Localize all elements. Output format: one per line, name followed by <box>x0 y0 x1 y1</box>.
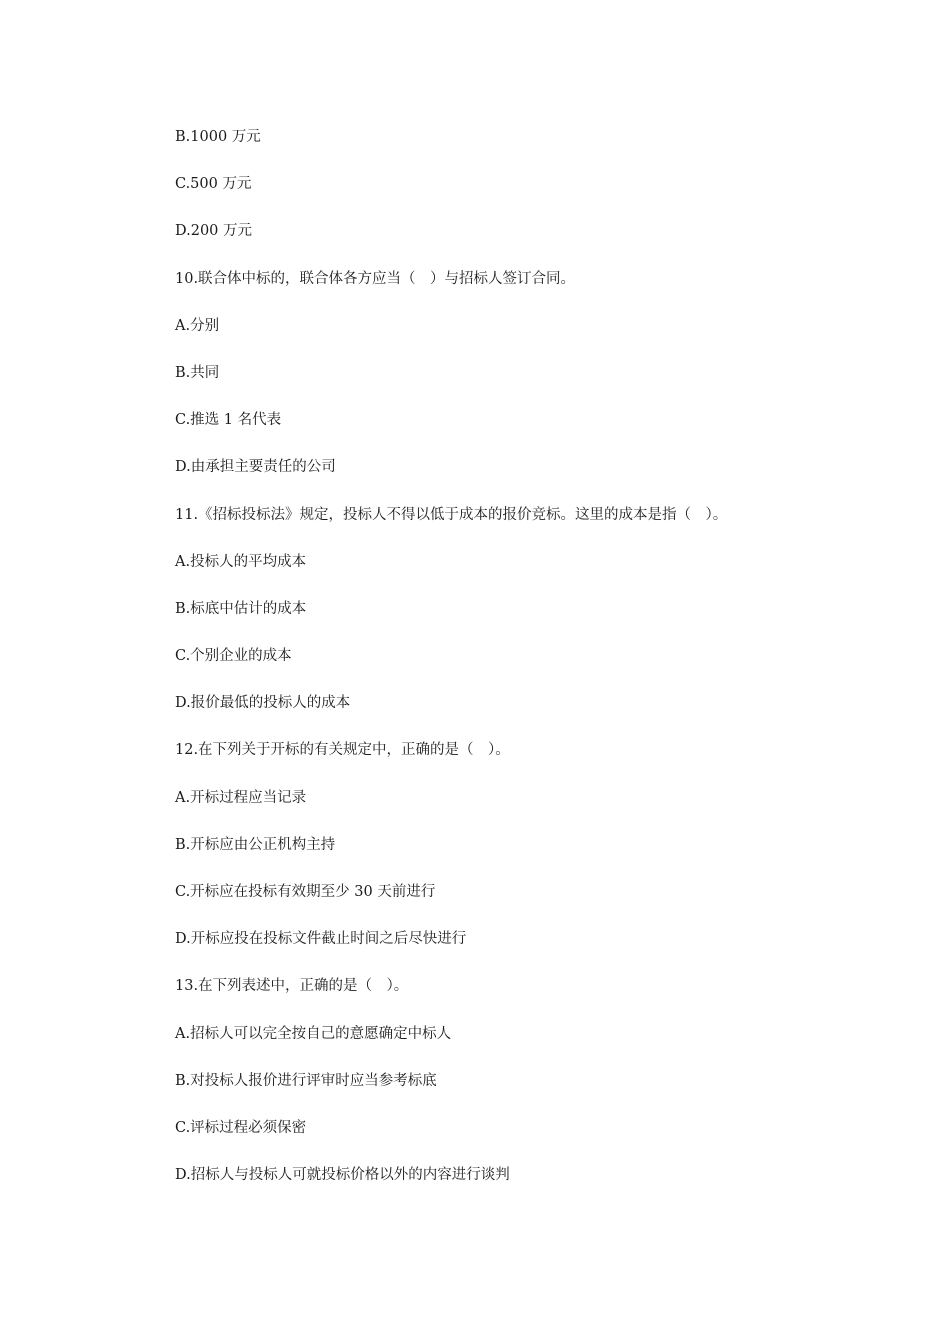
option-q13-c: C.评标过程必须保密 <box>175 1119 307 1136</box>
option-q12-d: D.开标应投在投标文件截止时间之后尽快进行 <box>175 931 467 948</box>
option-q13-a: A.招标人可以完全按自己的意愿确定中标人 <box>175 1025 452 1042</box>
question-12: 12.在下列关于开标的有关规定中，正确的是（ ）。 <box>175 742 510 759</box>
option-q9-d: D.200 万元 <box>175 223 253 240</box>
option-q11-c: C.个别企业的成本 <box>175 648 292 665</box>
option-q11-b: B.标底中估计的成本 <box>175 600 307 617</box>
question-10: 10.联合体中标的，联合体各方应当（ ）与招标人签订合同。 <box>175 270 576 287</box>
option-q9-b: B.1000 万元 <box>175 129 261 145</box>
document-body <box>175 126 895 1211</box>
question-11: 11.《招标投标法》规定，投标人不得以低于成本的报价竞标。这里的成本是指（ ）。 <box>175 506 728 523</box>
option-q10-a: A.分别 <box>175 317 220 334</box>
option-q11-d: D.报价最低的投标人的成本 <box>175 695 351 712</box>
option-q12-b: B.开标应由公正机构主持 <box>175 836 336 853</box>
option-q11-a: A.投标人的平均成本 <box>175 553 307 570</box>
option-q12-c: C.开标应在投标有效期至少 30 天前进行 <box>175 884 436 900</box>
option-q10-d: D.由承担主要责任的公司 <box>175 459 336 476</box>
option-q9-c: C.500 万元 <box>175 176 252 193</box>
option-q12-a: A.开标过程应当记录 <box>175 789 307 806</box>
option-q13-b: B.对投标人报价进行评审时应当参考标底 <box>175 1072 437 1089</box>
option-q10-c: C.推选 1 名代表 <box>175 412 282 429</box>
option-q13-d: D.招标人与投标人可就投标价格以外的内容进行谈判 <box>175 1167 510 1184</box>
option-q10-b: B.共同 <box>175 364 220 381</box>
question-13: 13.在下列表述中，正确的是（ ）。 <box>175 978 409 995</box>
